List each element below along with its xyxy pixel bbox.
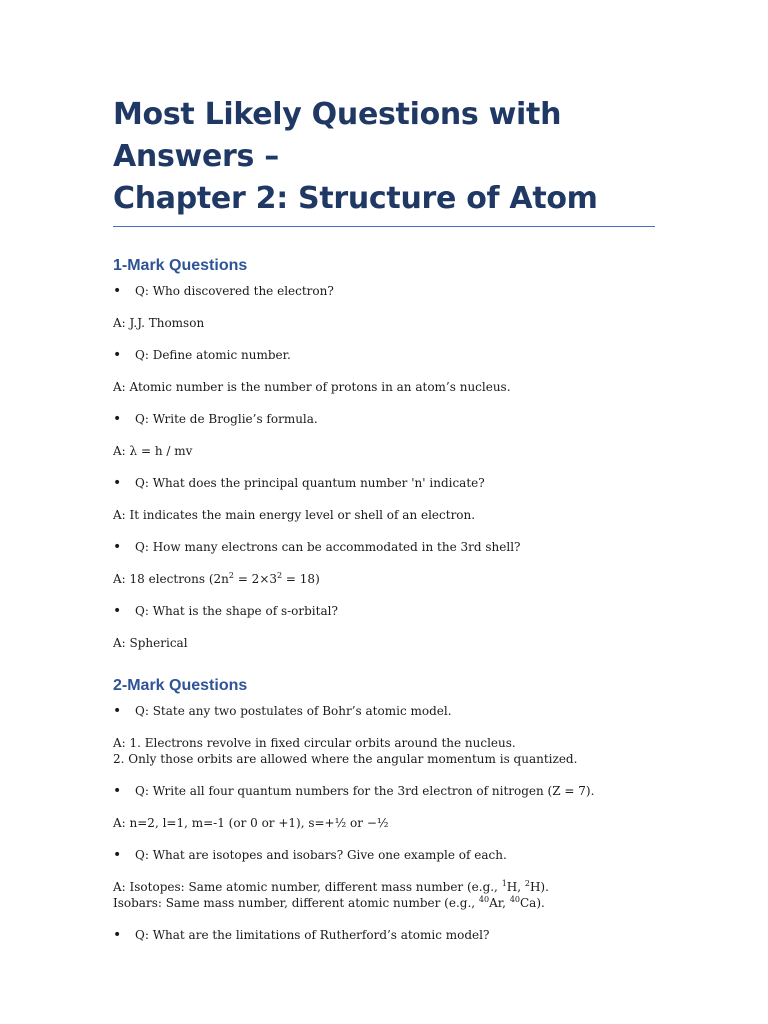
bullet-icon: • [113, 847, 122, 863]
answer-text: A: n=2, l=1, m=-1 (or 0 or +1), s=+½ or −½ [113, 816, 389, 830]
question-item [113, 411, 655, 427]
bullet-icon: • [113, 539, 122, 555]
question-item [113, 603, 655, 619]
question-item [113, 703, 655, 719]
answer-text [113, 879, 655, 911]
question-text: Q: Write all four quantum numbers for the 3rd electron of nitrogen (Z = 7). [135, 784, 595, 798]
title-line-2: Chapter 2: Structure of Atom [113, 181, 598, 216]
bullet-icon: • [113, 783, 122, 799]
section-heading-2-mark: 2-Mark Questions [113, 677, 248, 694]
answer-text: A: Spherical [113, 636, 188, 650]
question-text: Q: What are isotopes and isobars? Give one example of each. [135, 848, 507, 862]
title-line-1: Most Likely Questions with Answers – [113, 97, 562, 174]
qa-list-1-mark [113, 283, 655, 651]
question-text: Q: State any two postulates of Bohr’s atomic model. [135, 704, 452, 718]
bullet-icon: • [113, 475, 122, 491]
answer-text: A: 1. Electrons revolve in fixed circular orbits around the nucleus. 2. Only those orbits are allowed where the angular momentum is quantized. [113, 736, 578, 766]
isobars-line: Isobars: Same mass number, different atomic number (e.g., $^{40}$Ar, $^{40}$Ca). [113, 895, 545, 910]
question-item [113, 539, 655, 555]
bullet-icon: • [113, 283, 122, 299]
question-item [113, 475, 655, 491]
bullet-icon: • [113, 927, 122, 943]
bullet-icon: • [113, 347, 122, 363]
question-item [113, 283, 655, 299]
question-text: Q: Write de Broglie’s formula. [135, 412, 318, 426]
section-heading-1-mark: 1-Mark Questions [113, 257, 248, 274]
answer-text: A: Atomic number is the number of protons in an atom’s nucleus. [113, 380, 511, 394]
answer-text: A: 18 electrons $(2n^2 = 2\times 3^2 = 18)$ [113, 571, 320, 586]
question-text: Q: What is the shape of s-orbital? [135, 604, 338, 618]
bullet-icon: • [113, 703, 122, 719]
bullet-icon: • [113, 603, 122, 619]
bullet-icon: • [113, 411, 122, 427]
answer-text: A: λ = h / mv [113, 444, 193, 458]
answer-text: A: J.J. Thomson [113, 316, 205, 330]
question-item [113, 347, 655, 363]
question-text: Q: Who discovered the electron? [135, 284, 334, 298]
question-text: Q: What are the limitations of Rutherford’s atomic model? [135, 928, 490, 942]
question-item [113, 847, 655, 863]
question-item [113, 783, 655, 799]
question-item [113, 927, 655, 943]
question-text: Q: What does the principal quantum number 'n' indicate? [135, 476, 485, 490]
isotopes-line: A: Isotopes: Same atomic number, different mass number (e.g., $^1$H, $^2$H). [113, 879, 549, 894]
qa-list-2-mark [113, 703, 655, 943]
question-text: Q: Define atomic number. [135, 348, 291, 362]
page-title [113, 94, 655, 227]
answer-text: A: It indicates the main energy level or shell of an electron. [113, 508, 476, 522]
question-text: Q: How many electrons can be accommodated in the 3rd shell? [135, 540, 521, 554]
